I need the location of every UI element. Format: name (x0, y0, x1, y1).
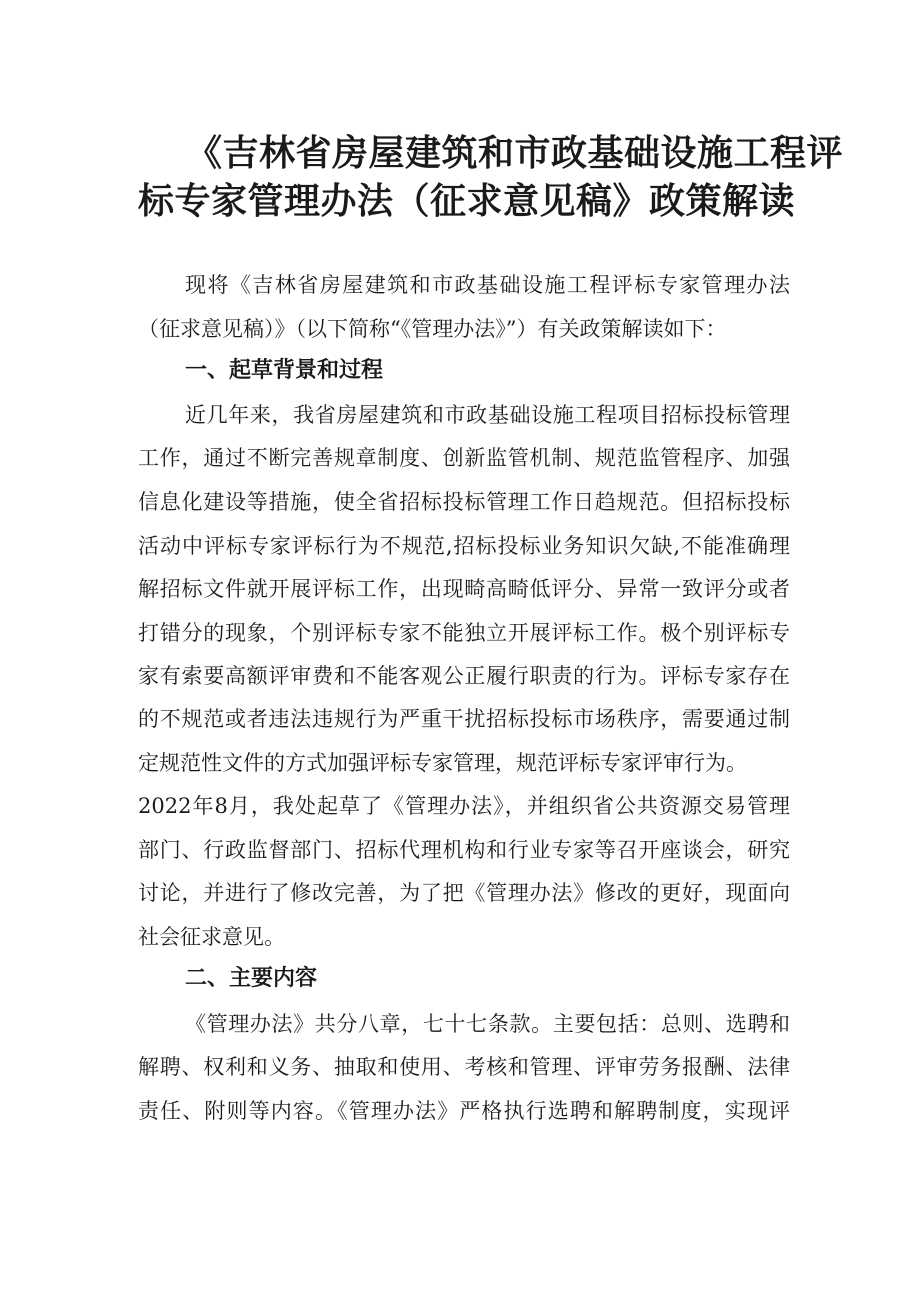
section-1-line: 社会征求意见。 (138, 925, 285, 949)
section-2-line: 责任、附则等内容。《管理办法》严格执行选聘和解聘制度，实现评 (138, 1099, 790, 1123)
section-1-line: 打错分的现象，个别评标专家不能独立开展评标工作。极个别评标专 (138, 621, 790, 645)
intro-line-1: 现将《吉林省房屋建筑和市政基础设施工程评标专家管理办法 (185, 273, 790, 297)
document-title-line-2: 标专家管理办法（征求意见稿》政策解读 (138, 181, 796, 222)
section-1-line: 信息化建设等措施，使全省招标投标管理工作日趋规范。但招标投标 (138, 490, 790, 514)
section-1-line: 讨论，并进行了修改完善，为了把《管理办法》修改的更好，现面向 (138, 881, 790, 905)
section-1-line: 的不规范或者违法违规行为严重干扰招标投标市场秩序，需要通过制 (138, 707, 790, 731)
section-1-line: 家有索要高额评审费和不能客观公正履行职责的行为。评标专家存在 (138, 664, 790, 688)
section-2-line: 《管理办法》共分八章，七十七条款。主要包括：总则、选聘和 (185, 1012, 790, 1036)
section-1-line: 2022年8月，我处起草了《管理办法》，并组织省公共资源交易管理 (138, 794, 790, 818)
section-1-line: 活动中评标专家评标行为不规范,招标投标业务知识欠缺,不能准确理 (138, 534, 790, 558)
section-1-line: 近几年来，我省房屋建筑和市政基础设施工程项目招标投标管理 (185, 403, 790, 427)
section-1-line: 工作，通过不断完善规章制度、创新监管机制、规范监管程序、加强 (138, 446, 790, 470)
section-1-line: 解招标文件就开展评标工作，出现畸高畸低评分、异常一致评分或者 (138, 577, 790, 601)
section-1-line: 部门、行政监督部门、招标代理机构和行业专家等召开座谈会，研究 (138, 838, 790, 862)
document-title-line-1: 《吉林省房屋建筑和市政基础设施工程评 (186, 133, 844, 174)
section-2-line: 解聘、权利和义务、抽取和使用、考核和管理、评审劳务报酬、法律 (138, 1055, 790, 1079)
intro-line-2: （征求意见稿）》（以下简称“《管理办法》”）有关政策解读如下： (138, 317, 727, 341)
section-1-line: 定规范性文件的方式加强评标专家管理，规范评标专家评审行为。 (138, 751, 747, 775)
section-2-heading: 二、主要内容 (185, 966, 318, 991)
section-1-heading: 一、起草背景和过程 (185, 358, 384, 383)
